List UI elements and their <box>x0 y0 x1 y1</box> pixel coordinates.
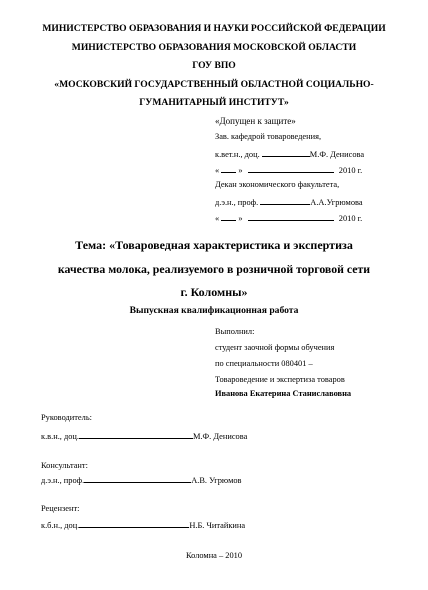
supervisor-name: М.Ф. Денисова <box>193 432 248 441</box>
year-2: 2010 г. <box>338 214 363 223</box>
performer-name: Иванова Екатерина Станиславовна <box>215 389 352 398</box>
date-line-1 <box>215 164 362 176</box>
signature-blank <box>262 148 310 157</box>
date-line-2 <box>215 212 362 224</box>
day-blank <box>221 164 236 173</box>
reviewer-name: Н.Б. Читайкина <box>189 521 246 530</box>
approval-title: «Допущен к защите» <box>215 116 296 126</box>
quote-open: « <box>215 166 220 175</box>
work-type: Выпускная квалификационная работа <box>129 305 299 316</box>
head-role: Зав. кафедрой товароведения, <box>215 132 322 141</box>
consultant-line <box>41 474 242 486</box>
topic-line-3: г. Коломны» <box>180 285 248 299</box>
head-name: М.Ф. Денисова <box>309 150 365 159</box>
month-blank <box>248 164 334 173</box>
institute-name-line-2: ГУМАНИТАРНЫЙ ИНСТИТУТ» <box>139 97 289 108</box>
dean-degree: д.э.н., проф. <box>215 198 259 207</box>
performer-line-1: студент заочной формы обучения <box>215 343 335 352</box>
day-blank <box>221 212 236 221</box>
signature-blank <box>260 196 310 205</box>
consultant-name: А.В. Угрюмов <box>191 476 242 485</box>
consultant-degree: д.э.н., проф. <box>41 476 85 485</box>
institute-name-line-1: «МОСКОВСКИЙ ГОСУДАРСТВЕННЫЙ ОБЛАСТНОЙ СОЦИАЛЬНО- <box>54 79 374 90</box>
head-degree: к.вет.н., доц. <box>215 150 260 159</box>
performer-line-2: по специальности 080401 – <box>215 359 313 368</box>
supervisor-line <box>41 430 247 442</box>
topic-line-2: качества молока, реализуемого в розничной торговой сети <box>57 262 371 276</box>
signature-blank <box>79 519 189 528</box>
dean-role: Декан экономического факультета, <box>215 180 340 189</box>
month-blank <box>248 212 334 221</box>
reviewer-line <box>41 519 245 531</box>
quote-close: » <box>238 214 243 223</box>
signature-blank <box>79 430 193 439</box>
reviewer-label: Рецензент: <box>41 504 80 513</box>
quote-close: » <box>238 166 243 175</box>
supervisor-label: Руководитель: <box>41 413 92 422</box>
year-1: 2010 г. <box>338 166 363 175</box>
topic-line-1: Тема: «Товароведная характеристика и экспертиза <box>75 238 353 252</box>
performer-line-3: Товароведение и экспертиза товаров <box>215 375 345 384</box>
dean-signature-line <box>215 196 363 208</box>
reviewer-degree: к.б.н., доц. <box>41 521 80 530</box>
quote-open: « <box>215 214 220 223</box>
dean-name: А.А.Угрюмова <box>310 198 363 207</box>
signature-blank <box>84 474 191 483</box>
supervisor-degree: к.в.н., доц. <box>41 432 79 441</box>
consultant-label: Консультант: <box>41 461 88 470</box>
institution-type: ГОУ ВПО <box>192 60 236 71</box>
ministry-line-2: МИНИСТЕРСТВО ОБРАЗОВАНИЯ МОСКОВСКОЙ ОБЛАСТИ <box>71 42 357 53</box>
performer-label: Выполнил: <box>215 327 255 336</box>
ministry-line-1: МИНИСТЕРСТВО ОБРАЗОВАНИЯ И НАУКИ РОССИЙСКОЙ ФЕДЕРАЦИИ <box>42 23 386 34</box>
footer-city-year: Коломна – 2010 <box>185 551 243 560</box>
head-signature-line <box>215 148 364 160</box>
